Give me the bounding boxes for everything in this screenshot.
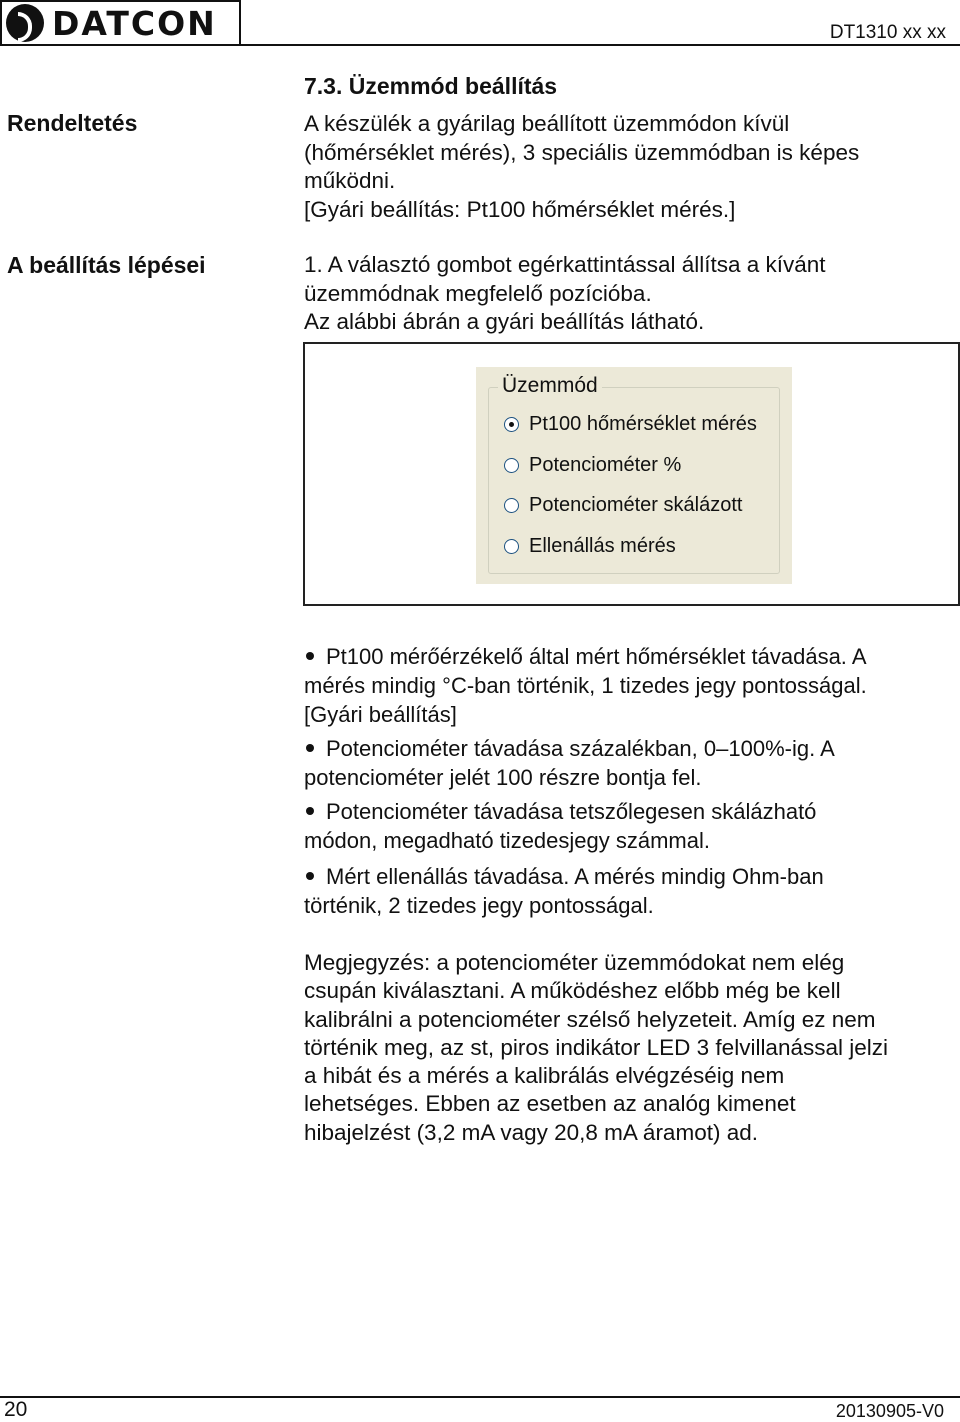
bullet-line: módon, megadható tizedesjegy számmal. (304, 828, 710, 853)
footer-rule (0, 1396, 960, 1398)
bullet-dot-icon (306, 872, 314, 880)
section-title: 7.3. Üzemmód beállítás (304, 73, 558, 99)
logo-text: DATCON (52, 3, 217, 43)
note-line: csupán kiválasztani. A működéshez előbb még be kell (304, 978, 841, 1004)
steps-line: Az alábbi ábrán a gyári beállítás látható. (304, 309, 705, 334)
purpose-label: Rendeltetés (7, 110, 138, 136)
note-line: lehetséges. Ebben az esetben az analóg kimenet (304, 1091, 796, 1117)
radio-label: Pt100 hőmérséklet mérés (529, 413, 757, 435)
mode-figure (303, 342, 960, 606)
bullet-line: Pt100 mérőérzékelő által mért hőmérséklet távadása. A (326, 644, 867, 669)
radio-checked-icon[interactable] (504, 417, 519, 432)
bullet-line: potenciométer jelét 100 részre bontja fel. (304, 765, 702, 790)
radio-potentiometer-scaled[interactable] (504, 494, 742, 517)
bullet-item (304, 642, 944, 729)
radio-unchecked-icon[interactable] (504, 498, 519, 513)
purpose-line: [Gyári beállítás: Pt100 hőmérséklet mérés.] (304, 196, 736, 222)
purpose-line: A készülék a gyárilag beállított üzemmódon kívül (304, 111, 790, 136)
bullet-item (304, 734, 944, 792)
bullet-line: Potenciométer távadása tetszőlegesen skálázható (326, 799, 817, 824)
purpose-text (304, 110, 944, 224)
radio-potentiometer-percent[interactable] (504, 454, 681, 477)
mode-groupbox (476, 367, 792, 584)
purpose-line: működni. (304, 168, 396, 193)
page-number: 20 (4, 1398, 28, 1421)
steps-line: üzemmódnak megfelelő pozícióba. (304, 280, 652, 306)
steps-label: A beállítás lépései (7, 252, 206, 278)
purpose-line: (hőmérséklet mérés), 3 speciális üzemmódban is képes (304, 139, 860, 165)
steps-text (304, 251, 944, 337)
note-text (304, 949, 944, 1147)
note-line: történik meg, az st, piros indikátor LED 3 felvillanással jelzi (304, 1034, 889, 1060)
bullet-line: mérés mindig °C-ban történik, 1 tizedes jegy pontosságal. (304, 673, 867, 698)
bullet-dot-icon (306, 807, 314, 815)
radio-unchecked-icon[interactable] (504, 458, 519, 473)
radio-unchecked-icon[interactable] (504, 539, 519, 554)
bullet-line: [Gyári beállítás] (304, 702, 457, 727)
note-line: Megjegyzés: a potenciométer üzemmódokat nem elég (304, 950, 845, 975)
note-line: a hibát és a mérés a kalibrálás elvégzéséig nem (304, 1063, 785, 1089)
document-version: 20130905-V0 (835, 1401, 944, 1421)
bullet-line: történik, 2 tizedes jegy pontosságal. (304, 893, 654, 918)
bullet-line: Potenciométer távadása százalékban, 0–100%-ig. A (326, 736, 835, 761)
bullet-item (304, 797, 944, 855)
radio-pt100[interactable] (504, 413, 757, 436)
radio-label: Ellenállás mérés (529, 535, 676, 557)
document-id: DT1310 xx xx (829, 22, 946, 43)
note-line: hibajelzést (3,2 mA vagy 20,8 mA áramot) ad. (304, 1119, 758, 1145)
bullet-item (304, 862, 944, 920)
radio-resistance[interactable] (504, 535, 676, 558)
header-rule (241, 44, 960, 46)
groupbox-title: Üzemmód (498, 374, 602, 398)
note-line: kalibrálni a potenciométer szélső helyzeteit. Amíg ez nem (304, 1006, 876, 1032)
bullet-line: Mért ellenállás távadása. A mérés mindig Ohm-ban (326, 864, 824, 889)
radio-label: Potenciométer % (529, 454, 682, 476)
datcon-logo-mark-icon (6, 4, 44, 42)
datcon-logo (0, 0, 241, 46)
steps-line: 1. A választó gombot egérkattintással állítsa a kívánt (304, 252, 826, 277)
bullet-dot-icon (306, 652, 314, 660)
bullet-dot-icon (306, 744, 314, 752)
radio-label: Potenciométer skálázott (529, 494, 743, 516)
